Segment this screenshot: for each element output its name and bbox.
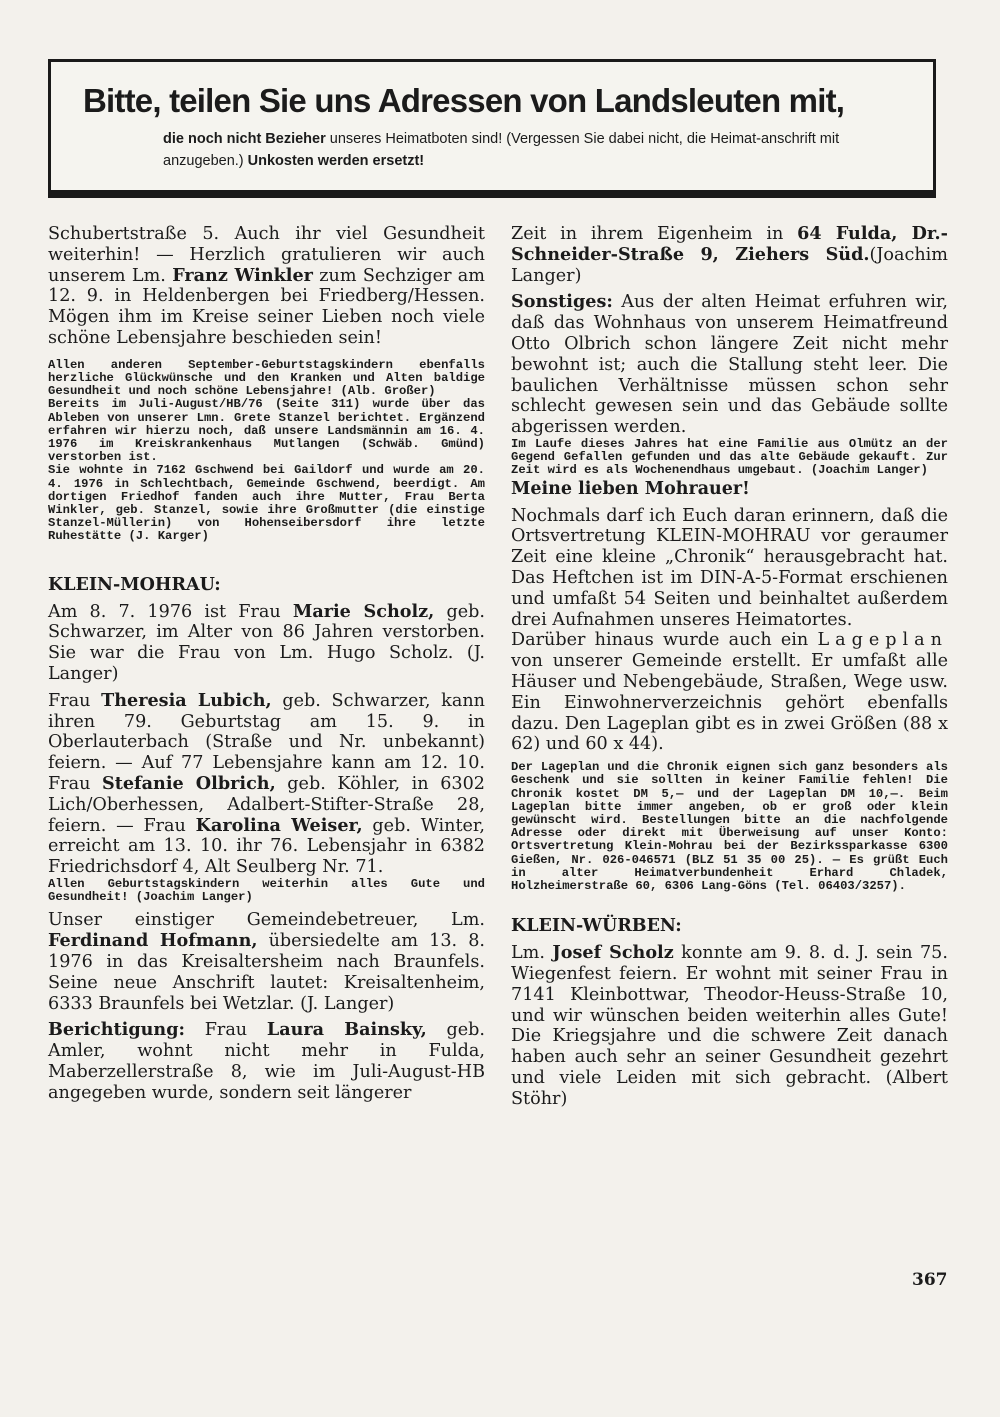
right-small-paragraph-1: Im Laufe dieses Jahres hat eine Familie aus Olmütz an der Gegend Gefallen gefunden und das alte Gebäude gekauft. Zur Zeit wird es als Wochenendhaus umgebaut. (Joachim Langer): [511, 436, 948, 478]
right-column: [511, 224, 948, 1110]
text-run: geb. Schwarzer, kann ihren 79. Geburtstag am 15. 9. in Oberlauterbach (Straße und Nr. unbekannt) feiern. — Auf 77 Lebensjahre kann am 12. 10. Frau: [48, 690, 485, 794]
person-name: Laura Bainsky,: [266, 1019, 427, 1041]
section-heading-greeting: Meine lieben Mohrauer!: [511, 478, 750, 499]
text-run: Schubertstraße 5. Auch ihr viel Gesundheit weiterhin! — Herzlich gratulieren wir auch unserem Lm.: [48, 224, 485, 286]
banner-bottom-rule: [48, 190, 936, 198]
left-paragraph-3: [48, 691, 485, 878]
person-name: Theresia Lubich,: [101, 689, 272, 711]
text-run: (Joachim Langer): [511, 244, 948, 286]
text-run: geb. Amler, wohnt nicht mehr in Fulda, Maberzellerstraße 8, wie im Juli-August-HB angegeben wurde, sondern seit längerer: [48, 1020, 485, 1103]
right-paragraph-3: Nochmals darf ich Euch daran erinnern, daß die Ortsvertretung KLEIN-MOHRAU vor geraumer Zeit eine kleine „Chronik“ herausgebracht hat. Das Heftchen ist im DIN-A-5-Format erschienen und umfaßt 54 Seiten und beinhaltet außerdem drei Aufnahmen unseres Heimatortes.: [511, 505, 948, 630]
left-small-paragraph-4: Allen Geburtstagskindern weiterhin alles Gute und Gesundheit! (Joachim Langer): [48, 876, 485, 905]
text-run: Frau: [48, 690, 102, 711]
text-run: Aus der alten Heimat erfuhren wir, daß das Wohnhaus von unserem Heimatfreund Otto Olbrich schon längere Zeit nicht mehr bewohnt ist; auch die Stallung steht leer. Die baulichen Verhältnisse müssen schon sehr schlecht gewesen sein und das Gebäude sollte abgerissen werden.: [511, 292, 948, 438]
banner-sub-bold-1: die noch nicht Bezieher: [163, 131, 326, 147]
text-run: von unserer Gemeinde erstellt. Er umfaßt alle Häuser und Nebengebäude, Straßen, Wege usw. Ein Einwohnerverzeichnis gehört ebenfalls dazu. Den Lageplan gibt es in zwei Größen (88 x 62) und 60 x 44).: [511, 651, 948, 755]
left-small-paragraph-2: Bereits im Juli-August/HB/76 (Seite 311) wurde über das Ableben von unserer Lmn. Grete Stanzel berichtet. Ergänzend erfahren wir hierzu noch, daß unsere Landsmännin am 16. 4. 1976 im Kreiskrankenhaus Mutlangen (Schwäb. Gmünd) verstorben ist.: [48, 397, 485, 465]
left-small-paragraph-3: Sie wohnte in 7162 Gschwend bei Gaildorf und wurde am 20. 4. 1976 in Schlechtbach, Gemeinde Gschwend, beerdigt. Am dortigen Friedhof fanden auch ihre Mutter, Frau Berta Winkler, geb. Stanzel, sowie ihre Großmutter (die einstige Stanzel-Müllerin) von Hohenseibersdorf ihre letzte Ruhestätte (J. Karger): [48, 463, 485, 544]
person-name: Karolina Weiser,: [195, 814, 363, 836]
text-run: Am 8. 7. 1976 ist Frau: [48, 601, 293, 622]
right-paragraph-4: [511, 630, 948, 755]
right-paragraph-2: [511, 292, 948, 438]
banner-sub-bold-2: Unkosten werden ersetzt!: [247, 153, 425, 169]
section-heading-klein-wuerben: KLEIN-WÜRBEN:: [511, 916, 682, 937]
right-paragraph-5: [511, 943, 948, 1109]
text-run: Unser einstiger Gemeindebetreuer, Lm.: [48, 910, 485, 931]
left-small-paragraph-1: Allen anderen September-Geburtstagskindern ebenfalls herzliche Glückwünsche und den Kranken und Alten baldige Gesundheit und noch schöne Lebensjahre! (Alb. Großer): [48, 357, 485, 399]
section-heading-klein-mohrau: KLEIN-MOHRAU:: [48, 574, 221, 595]
right-paragraph-1: [511, 224, 948, 286]
notice-banner: [48, 59, 936, 193]
text-run: Frau: [185, 1020, 267, 1041]
text-run: übersiedelte am 13. 8. 1976 in das Kreisaltersheim nach Braunfels. Seine neue Anschrift lautet: Kreisaltenheim, 6333 Braunfels bei Wetzlar. (J. Langer): [48, 931, 485, 1014]
text-run: geb. Winter, erreicht am 13. 10. ihr 76. Lebensjahr in 6382 Friedrichsdorf 4, Alt Seulberg Nr. 71.: [48, 815, 486, 878]
text-run: geb. Köhler, in 6302 Lich/Oberhessen, Adalbert-Stifter-Straße 28, feiern. — Frau: [48, 774, 485, 836]
page-number: 367: [912, 1270, 948, 1290]
left-paragraph-4: [48, 910, 485, 1014]
correction-label: Berichtigung:: [48, 1019, 186, 1041]
left-column: [48, 224, 485, 1104]
person-name: Marie Scholz,: [292, 600, 435, 622]
misc-label: Sonstiges:: [511, 291, 613, 313]
banner-subtitle: [163, 128, 903, 172]
person-name: Josef Scholz: [552, 942, 674, 964]
right-small-paragraph-2: Der Lageplan und die Chronik eignen sich ganz besonders als Geschenk und sie sollten in keiner Familie fehlen! Die Chronik kostet DM 5,— und der Lageplan DM 10,—. Beim Lageplan bitte immer angeben, ob er groß oder klein gewünscht wird. Bestellungen bitte an die nachfolgende Adresse oder direkt mit Überweisung auf unser Konto: Ortsvertretung Klein-Mohrau bei der Bezirkssparkasse 6300 Gießen, Nr. 026-046571 (BLZ 51 35 00 25). — Es grüßt Euch in alter Heimatverbundenheit Erhard Chladek, Holzheimerstraße 60, 6306 Lang-Göns (Tel. 06403/3257).: [511, 760, 948, 893]
person-name: Stefanie Olbrich,: [102, 773, 276, 794]
address-bold: 64 Fulda, Dr.-Schneider-Straße 9, Ziehers Süd.: [511, 223, 948, 265]
left-paragraph-1: [48, 224, 485, 349]
text-run: zum Sechziger am 12. 9. in Heldenbergen bei Friedberg/Hessen. Mögen ihm im Kreise seiner Lieben noch viele schöne Lebensjahre beschieden sein!: [48, 265, 485, 348]
left-paragraph-5: [48, 1020, 485, 1103]
left-paragraph-2: [48, 602, 485, 685]
text-run: Darüber hinaus wurde auch ein: [511, 630, 818, 651]
text-run: geb. Schwarzer, im Alter von 86 Jahren verstorben. Sie war die Frau von Lm. Hugo Scholz. (J. Langer): [48, 601, 485, 685]
spaced-word: Lageplan: [817, 630, 948, 651]
text-run: Lm.: [511, 943, 553, 964]
text-run: konnte am 9. 8. d. J. sein 75. Wiegenfest feiern. Er wohnt mit seiner Frau in 7141 Kleinbottwar, Theodor-Heuss-Straße 10, und wir wünschen beiden weiterhin alles Gute! Die Kriegsjahre und die schwere Zeit danach haben auch sehr an seiner Gesundheit gezehrt und viele Leiden mit sich gebracht. (Albert Stöhr): [511, 943, 948, 1109]
person-name: Franz Winkler: [172, 264, 313, 286]
person-name: Ferdinand Hofmann,: [48, 930, 258, 952]
banner-sub-text: unseres Heimatboten sind! (Vergessen Sie dabei nicht, die Heimat-anschrift mit anzugeben.): [163, 131, 840, 169]
text-run: Zeit in ihrem Eigenheim in: [511, 224, 798, 244]
banner-title: Bitte, teilen Sie uns Adressen von Landsleuten mit,: [83, 82, 845, 119]
